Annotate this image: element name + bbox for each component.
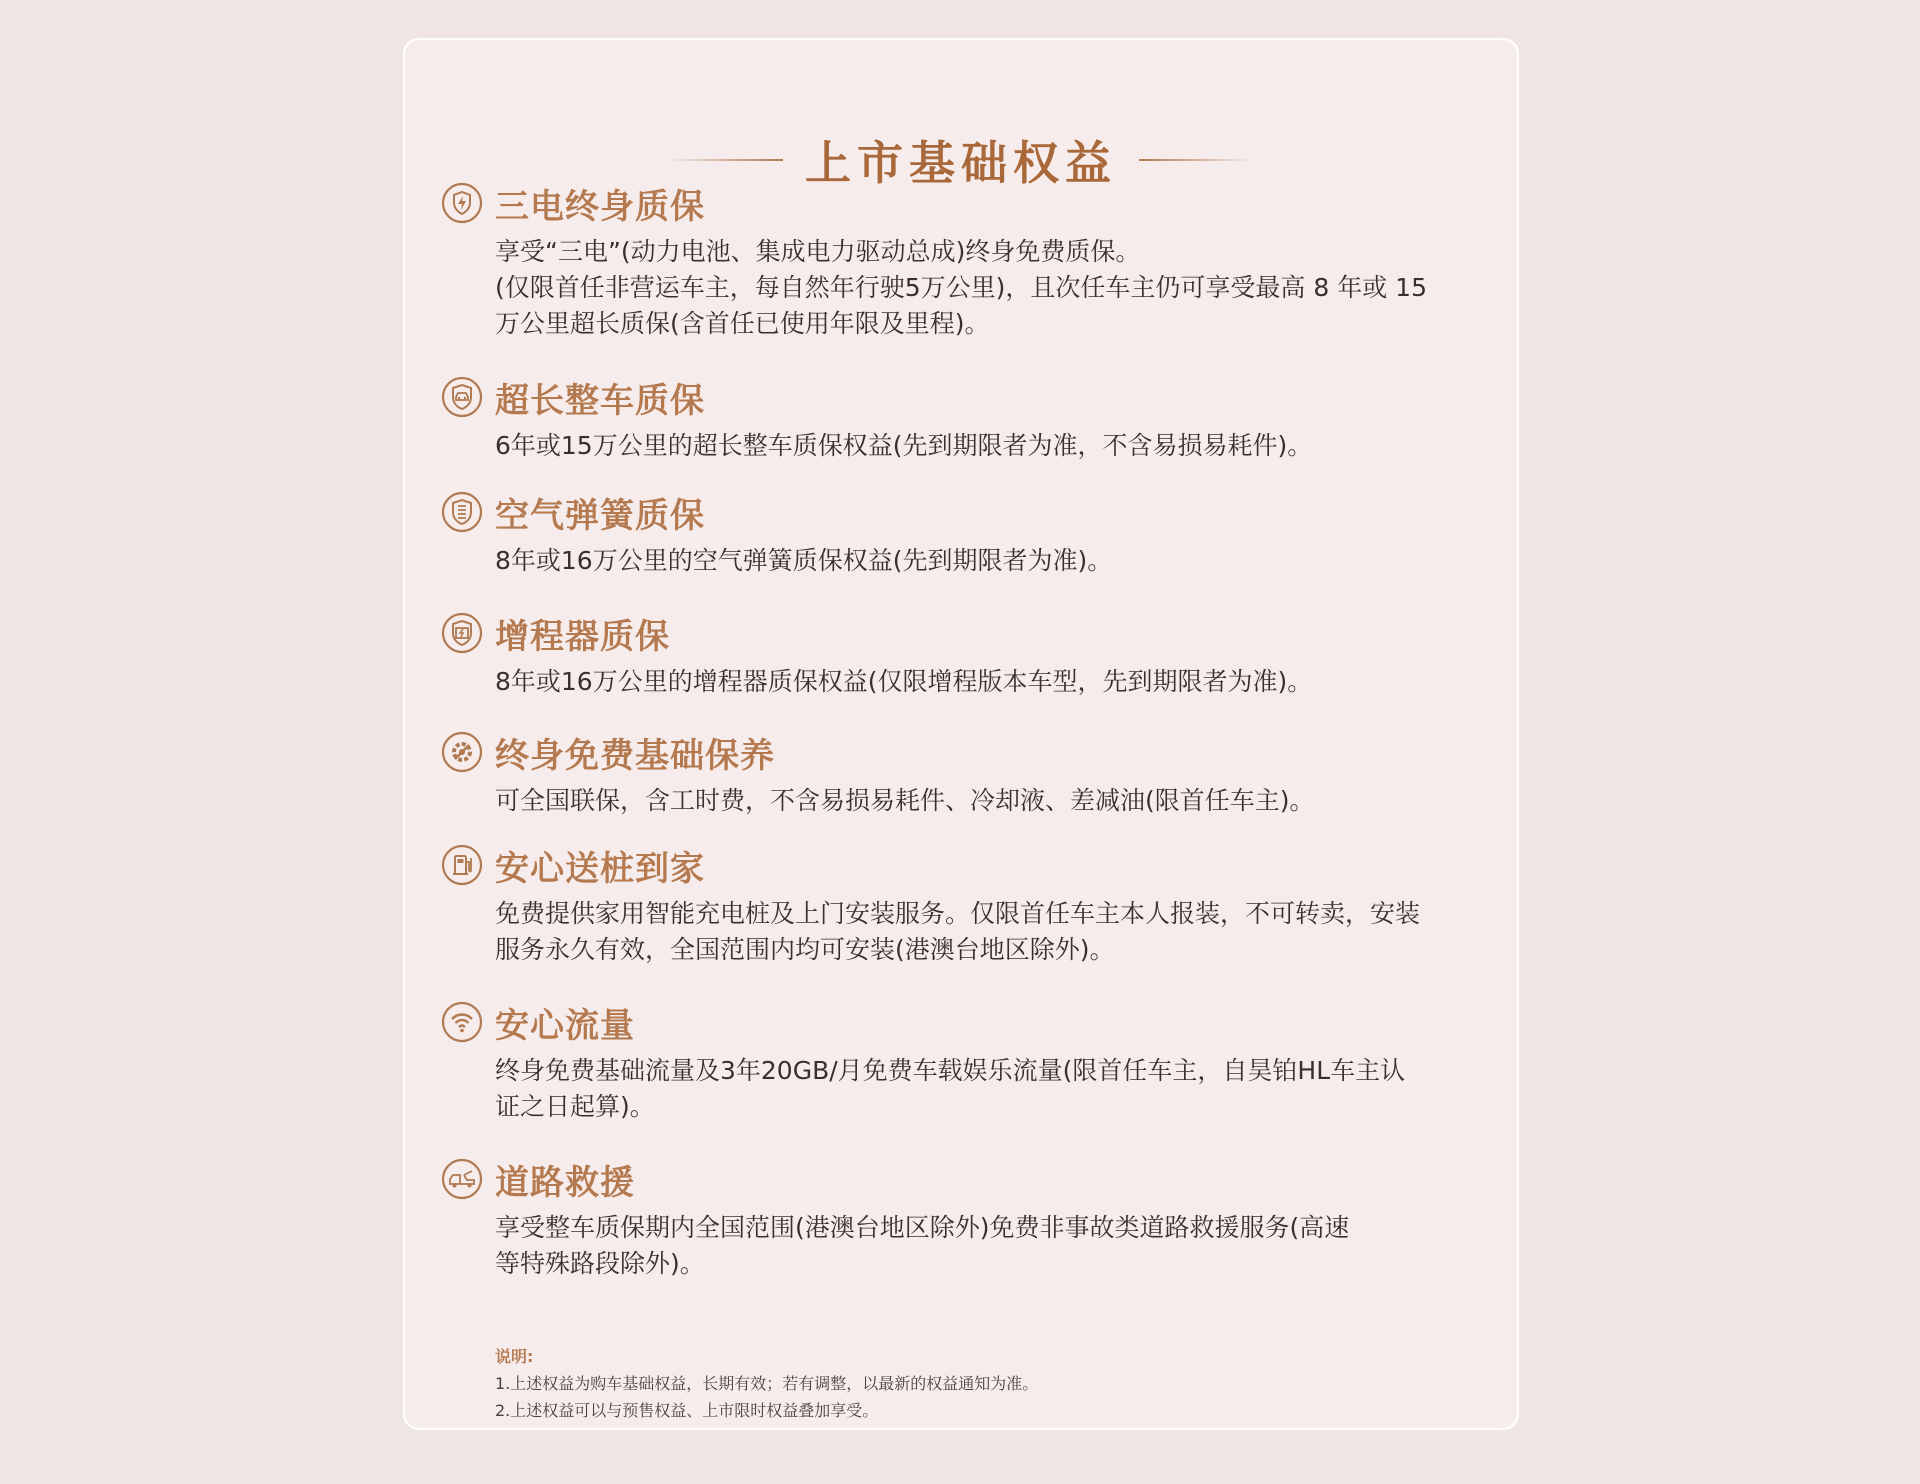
benefit-title: 三电终身质保 [495,186,705,227]
description-line: 服务永久有效，全国范围内均可安装(港澳台地区除外)。 [495,935,1115,964]
benefit-description [495,783,1473,819]
spring-shield-icon [441,491,483,533]
title-divider-right [1139,159,1255,161]
note-line: 1.上述权益为购车基础权益，长期有效；若有调整，以最新的权益通知为准。 [495,1374,1039,1393]
description-line: 8年或16万公里的增程器质保权益(仅限增程版本车型，先到期限者为准)。 [495,667,1313,696]
benefit-description [495,1210,1473,1282]
wifi-icon [441,1001,483,1043]
benefit-item-road-rescue [441,1154,1473,1282]
benefit-description [495,543,1473,579]
title-divider-left [667,159,783,161]
description-line: 可全国联保，含工时费，不含易损易耗件、冷却液、差减油(限首任车主)。 [495,786,1315,815]
battery-shield-icon [441,182,483,224]
benefit-item-charging-pile [441,840,1473,968]
gear-wrench-icon [441,731,483,773]
benefits-card [403,38,1519,1430]
range-extender-shield-icon [441,612,483,654]
benefit-item-data-plan [441,997,1473,1125]
tow-truck-icon [441,1158,483,1200]
benefit-item-range-extender-warranty [441,608,1473,700]
notes-title: 说明: [495,1347,534,1366]
benefit-item-vehicle-warranty [441,372,1473,464]
description-line: 等特殊路段除外)。 [495,1249,705,1278]
notes [495,1344,1038,1424]
description-line: 免费提供家用智能充电桩及上门安装服务。仅限首任车主本人报装，不可转卖，安装 [495,899,1421,928]
benefit-title: 安心流量 [495,1005,635,1046]
description-line: (仅限首任非营运车主，每自然年行驶5万公里)，且次任车主仍可享受最高 8 年或 15 [495,273,1427,302]
description-line: 享受整车质保期内全国范围(港澳台地区除外)免费非事故类道路救援服务(高速 [495,1213,1350,1242]
description-line: 终身免费基础流量及3年20GB/月免费车载娱乐流量(限首任车主，自昊铂HL车主认 [495,1056,1406,1085]
benefit-description [495,1053,1473,1125]
charging-pile-icon [441,844,483,886]
benefit-description [495,896,1473,968]
car-shield-icon [441,376,483,418]
benefit-title: 空气弹簧质保 [495,495,705,536]
benefit-item-air-spring-warranty [441,487,1473,579]
benefit-description [495,428,1473,464]
benefit-title: 增程器质保 [495,616,670,657]
benefit-title: 超长整车质保 [495,380,705,421]
benefit-item-battery-warranty [441,178,1473,342]
note-line: 2.上述权益可以与预售权益、上市限时权益叠加享受。 [495,1401,879,1420]
benefit-title: 道路救援 [495,1162,635,1203]
benefit-title: 安心送桩到家 [495,848,705,889]
benefit-title: 终身免费基础保养 [495,735,775,776]
description-line: 6年或15万公里的超长整车质保权益(先到期限者为准，不含易损易耗件)。 [495,431,1313,460]
benefit-item-free-maintenance [441,727,1473,819]
benefit-description [495,234,1473,342]
description-line: 证之日起算)。 [495,1092,655,1121]
benefit-description [495,664,1473,700]
description-line: 8年或16万公里的空气弹簧质保权益(先到期限者为准)。 [495,546,1113,575]
description-line: 万公里超长质保(含首任已使用年限及里程)。 [495,309,990,338]
description-line: 享受“三电”(动力电池、集成电力驱动总成)终身免费质保。 [495,237,1141,266]
page-title: 上市基础权益 [805,136,1117,190]
